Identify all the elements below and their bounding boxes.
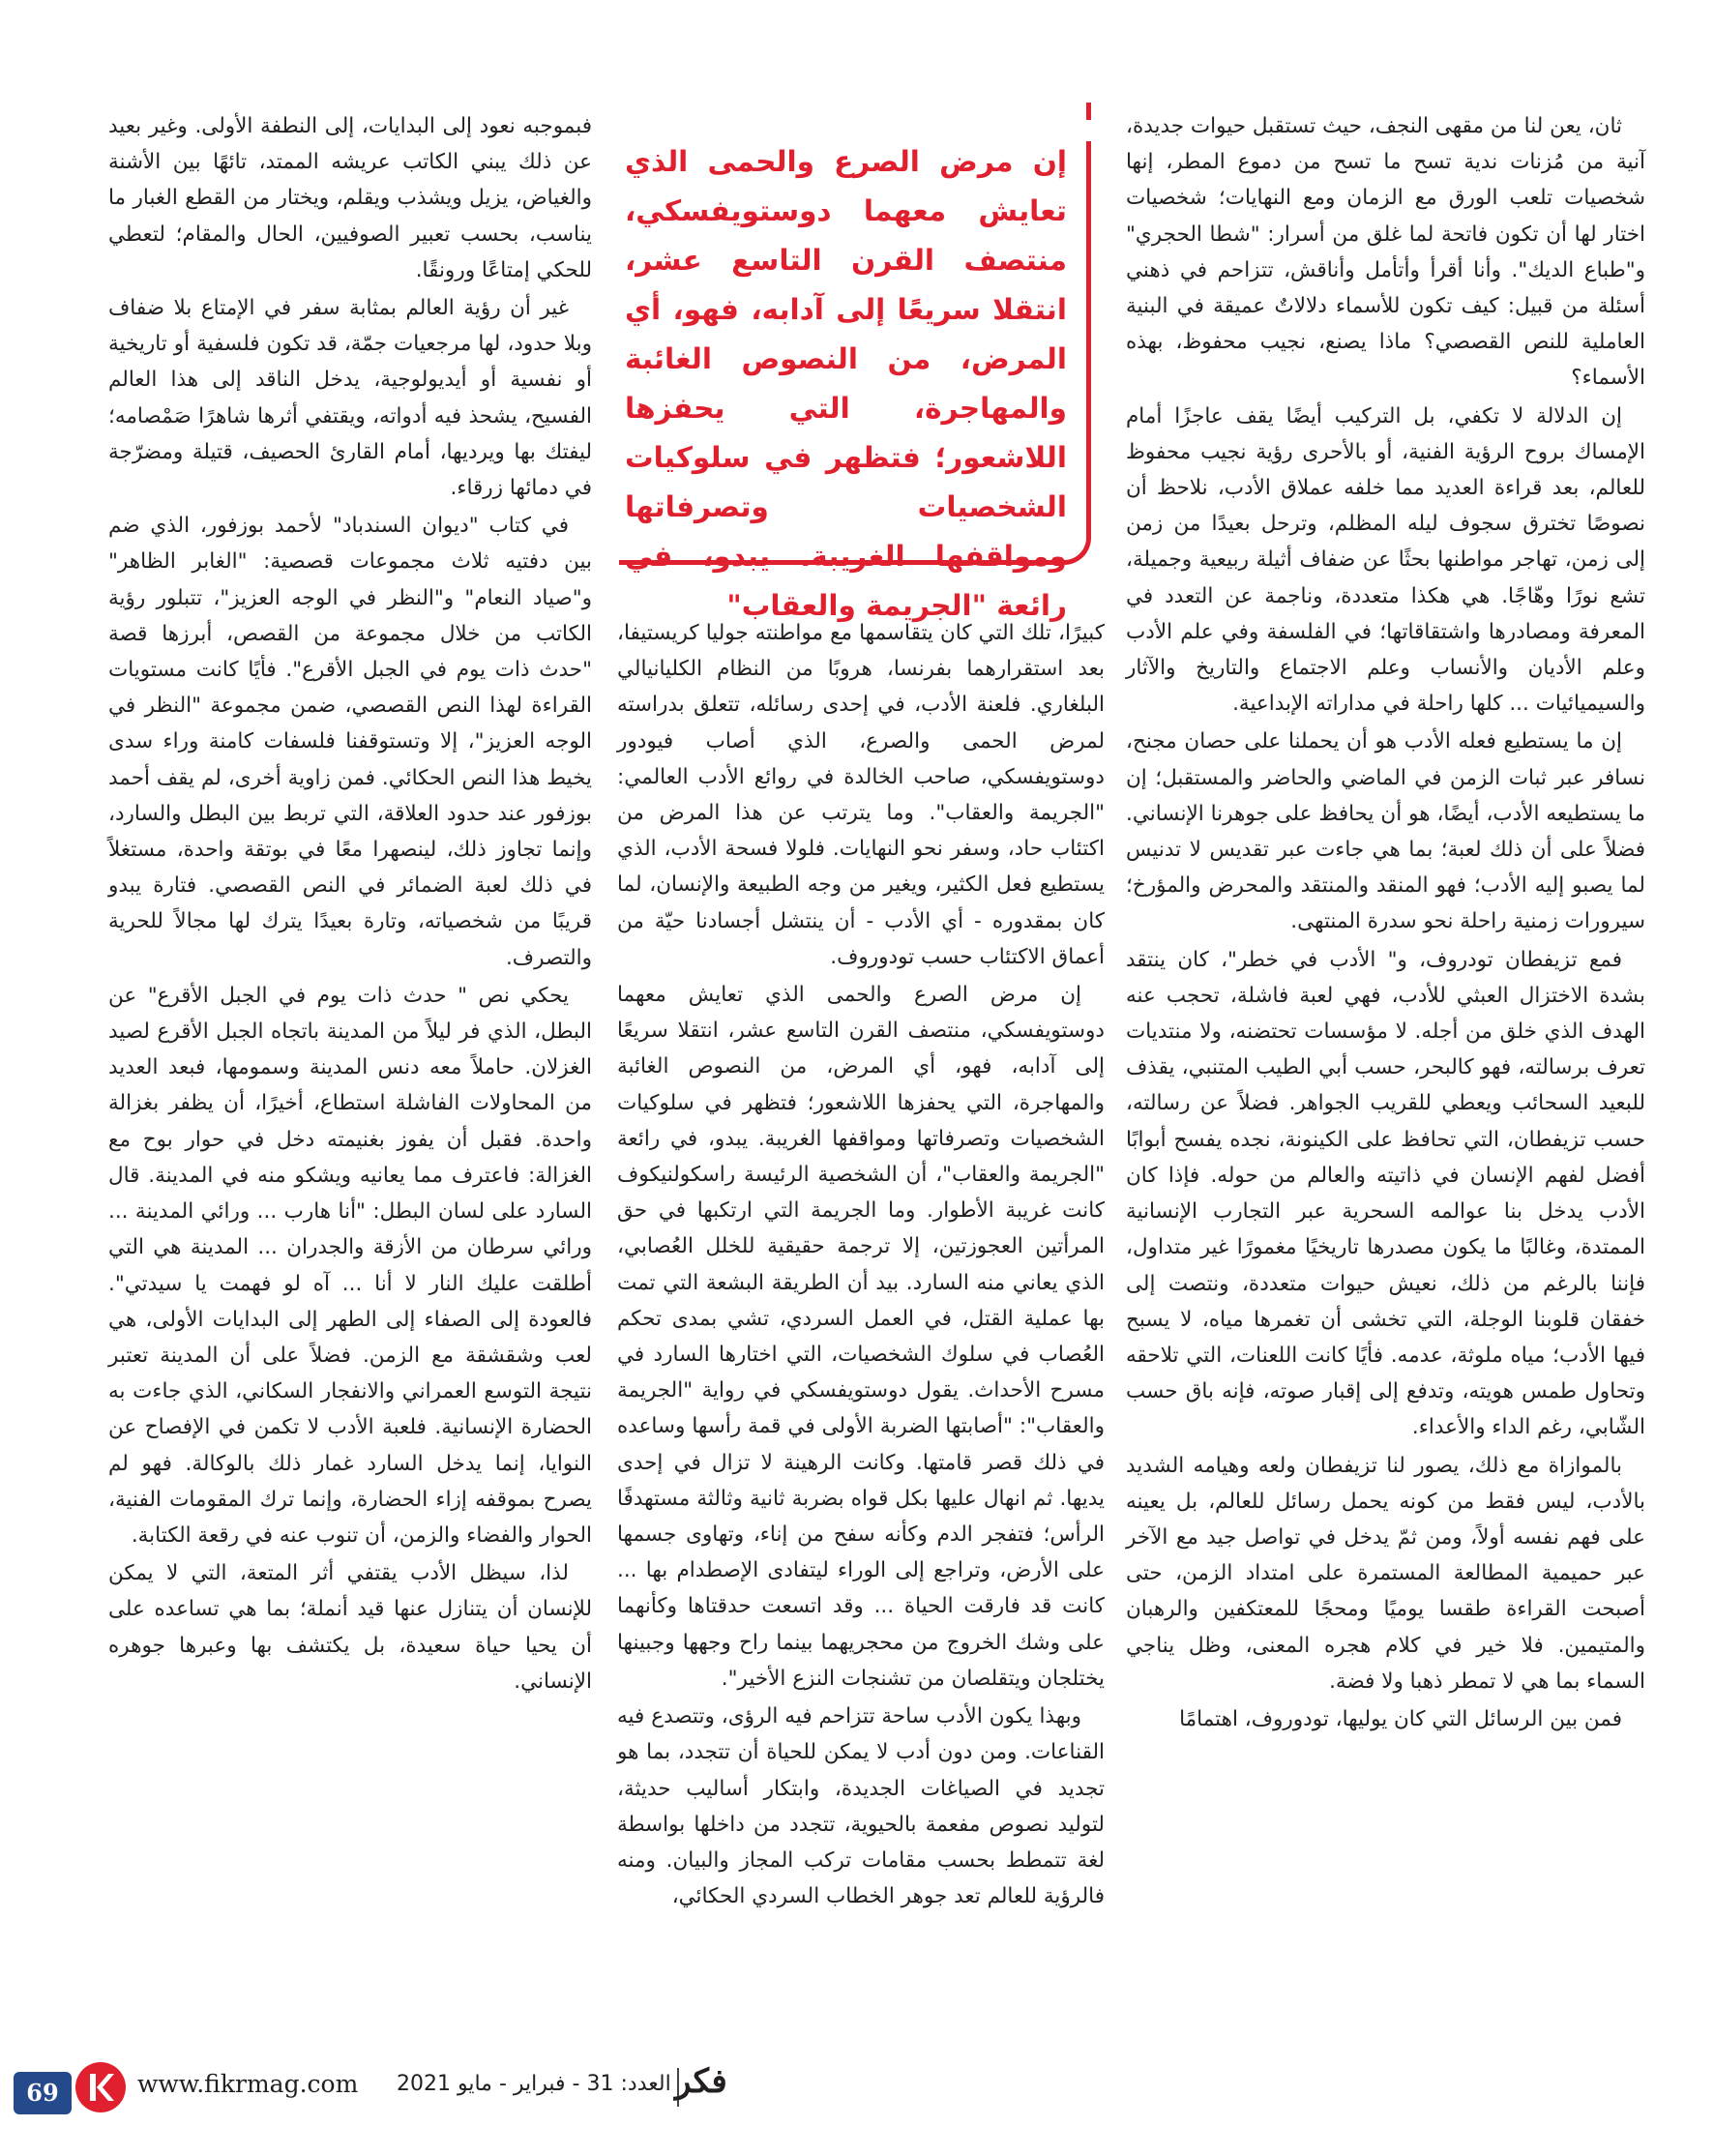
page-number: 69 bbox=[26, 2079, 59, 2107]
article-column-left bbox=[108, 108, 592, 1699]
paragraph: ثان، يعن لنا من مقهى النجف، حيث تستقبل حيوات جديدة، آنية من مُزنات ندية تسح ما تسح من دموع المطر، إنها شخصيات تلعب الورق مع الزمان ومع النهايات؛ شخصيات اختار لها أن تكون فاتحة لما غلق من أسرار: "شطا الحجري" و"طباع الديك". وأنا أقرأ وأتأمل وأناقش، تتزاحم في ذهني أسئلة من قبيل: كيف تكون للأسماء دلالاتٌ عميقة في البنية العاملية للنص القصصي؟ ماذا يصنع، نجيب محفوظ، بهذه الأسماء؟ bbox=[1126, 114, 1645, 391]
pull-quote-text: إن مرض الصرع والحمى الذي تعايش معهما دوستويفسكي، منتصف القرن التاسع عشر، انتقلا سريعًا إلى آدابه، فهو، أي المرض، من النصوص الغائبة والمهاجرة، التي يحفزها اللاشعور؛ فتظهر في سلوكيات الشخصيات وتصرفاتها ومواقفها الغريبة. يبدو، في رائعة "الجريمة والعقاب" bbox=[625, 145, 1067, 622]
paragraph: كبيرًا، تلك التي كان يتقاسمها مع مواطنته جوليا كريستيفا، بعد استقرارهما بفرنسا، هروبًا من النظام الكليانيالي البلغاري. فلعنة الأدب، في إحدى رسائله، تتعلق بدراسته لمرض الحمى والصرع، الذي أصاب فيودور دوستويفسكي، صاحب الخالدة في روائع الأدب العالمي: "الجريمة والعقاب". وما يترتب عن هذا المرض من اكتئاب حاد، وسفر نحو النهايات. فلولا فسحة الأدب، الذي يستطيع فعل الكثير، ويغير من وجه الطبيعة والإنسان، لما كان بمقدوره - أي الأدب - أن ينتشل أجسادنا حيّة من أعماق الاكتئاب حسب تودوروف. bbox=[617, 621, 1105, 969]
website-link[interactable]: www.fikrmag.com bbox=[137, 2070, 359, 2098]
paragraph: في كتاب "ديوان السندباد" لأحمد بوزفور، الذي ضم بين دفتيه ثلاث مجموعات قصصية: "الغابر الظاهر" و"صياد النعام" و"النظر في الوجه العزيز"، تتبلور رؤية الكاتب من خلال مجموعة من القصص، أبرزها قصة "حدث ذات يوم في الجبل الأقرع". فأيًا كانت مستويات القراءة لهذا النص القصصي، ضمن مجموعة "النظر في الوجه العزيز"، إلا وتستوقفنا فلسفات كامنة وراء سدى يخيط هذا النص الحكائي. فمن زاوية أخرى، لم يقف أحمد بوزفور عند حدود العلاقة، التي تربط بين البطل والسارد، وإنما تجاوز ذلك، لينصهرا معًا في بوتقة واحدة، مستغلاً في ذلك لعبة الضمائر في النص القصصي. فتارة يبدو قريبًا من شخصياته، وتارة بعيدًا يترك لها مجالاً للحرية والتصرف. bbox=[108, 514, 592, 970]
pull-quote-border-gap bbox=[1086, 120, 1091, 141]
paragraph: لذا، سيظل الأدب يقتفي أثر المتعة، التي لا يمكن للإنسان أن يتنازل عنها قيد أنملة؛ بما هي تساعده على أن يحيا حياة سعيدة، بل يكتشف بها وعبرها جوهره الإنساني. bbox=[108, 1561, 592, 1694]
paragraph: إن مرض الصرع والحمى الذي تعايش معهما دوستويفسكي، منتصف القرن التاسع عشر، انتقلا سريعًا إلى آدابه، فهو، أي المرض، من النصوص الغائبة والمهاجرة، التي يحفزها اللاشعور؛ فتظهر في سلوكيات الشخصيات وتصرفاتها ومواقفها الغريبة. يبدو، في رائعة "الجريمة والعقاب"، أن الشخصية الرئيسة راسكولنيكوف كانت غريبة الأطوار. وما الجريمة التي ارتكبها في حق المرأتين العجوزتين، إلا ترجمة حقيقية للخلل العُصابي، الذي يعاني منه السارد. بيد أن الطريقة البشعة التي تمت بها عملية القتل، في العمل السردي، تشي بمدى تحكم العُصاب في سلوك الشخصيات، التي اختارها السارد في مسرح الأحداث. يقول دوستويفسكي في رواية "الجريمة والعقاب": "أصابتها الضربة الأولى في قمة رأسها وساعده في ذلك قصر قامتها. وكانت الرهينة لا تزال في إحدى يديها. ثم انهال عليها بكل قواه بضربة ثانية وثالثة مستهدفًا الرأس؛ فتفجر الدم وكأنه سفح من إناء، وتهاوى جسمها على الأرض، وتراجع إلى الوراء ليتفادى الإصطدام بها ... كانت قد فارقت الحياة ... وقد اتسعت حدقتاها وكأنهما على وشك الخروج من محجريهما بينما راح وجهها وجبينها يختلجان ويتقلصان من تشنجات النزع الأخير". bbox=[617, 983, 1105, 1691]
fikr-k-logo-icon bbox=[75, 2062, 126, 2112]
paragraph: يحكي نص " حدث ذات يوم في الجبل الأقرع" عن البطل، الذي فر ليلاً من المدينة باتجاه الجبل الأقرع لصيد الغزلان. حاملاً معه دنس المدينة وسمومها، فبعد العديد من المحاولات الفاشلة استطاع، أخيرًا، أن يظفر بغزالة واحدة. فقبل أن يفوز بغنيمته دخل في حوار بوح مع الغزالة: فاعترف مما يعانيه ويشكو منه في المدينة. قال السارد على لسان البطل: "أنا هارب ... ورائي المدينة ... ورائي سرطان من الأزقة والجدران ... المدينة هي التي أطلقت عليك النار لا أنا ... آه لو فهمت يا سيدتي". فالعودة إلى الصفاء إلى الطهر إلى البدايات الأولى، هي لعب وشقشقة مع الزمن. فضلاً على أن المدينة تعتبر نتيجة التوسع العمراني والانفجار السكاني، الذي جاءت به الحضارة الإنسانية. فلعبة الأدب لا تكمن في الإفصاح عن النوايا، إنما يدخل السارد غمار ذلك بالوكالة. فهو لم يصرح بموقفه إزاء الحضارة، وإنما ترك المقومات الفنية، الحوار والفضاء والزمن، أن تنوب عنه في رقعة الكتابة. bbox=[108, 983, 592, 1548]
paragraph: إن ما يستطيع فعله الأدب هو أن يحملنا على حصان مجنح، نسافر عبر ثبات الزمن في الماضي والحاضر والمستقبل؛ إن ما يستطيعه الأدب، أيضًا، هو أن يحافظ على جوهرنا الإنساني. فضلاً على أن ذلك لعبة؛ بما هي جاءت عبر تقديس لا تدنيس لما يصبو إليه الأدب؛ فهو المنقد والمنتقد والمحرض والمؤرخ؛ سيرورات زمنية راحلة نحو سدرة المنتهى. bbox=[1126, 729, 1645, 934]
pull-quote-box bbox=[619, 103, 1091, 622]
paragraph: إن الدلالة لا تكفي، بل التركيب أيضًا يقف عاجزًا أمام الإمساك بروح الرؤية الفنية، أو بالأحرى رؤية نجيب محفوظ للعالم، بعد قراءة العديد مما خلفه عملاق الأدب، نلاحظ أن نصوصًا تخترق سجوف ليله المظلم، وترحل بعيدًا من زمن إلى زمن، تهاجر مواطنها بحثًا عن ضفاف أثيلة ربيعية وجميلة، تشع نورًا وهّاجًا. هي هكذا متعددة، وناجمة عن التعدد في المعرفة ومصادرها واشتقاقاتها؛ في الفلسفة وفي علم الأدب وعلم الأديان والأنساب وعلم الاجتماع والتاريخ والآثار والسيميائيات ... كلها راحلة في مداراته الإبداعية. bbox=[1126, 403, 1645, 717]
issue-info: العدد: 31 - فبراير - مايو 2021 bbox=[397, 2072, 671, 2096]
paragraph: فمع تزيفطان تودروف، و" الأدب في خطر"، كان ينتقد بشدة الاختزال العبثي للأدب، فهي لعبة فاشلة، تحجب عنه الهدف الذي خلق من أجله. لا مؤسسات تحتضنه، ولا منتديات تعرف برسالته، فهو كالبحر، حسب أبي الطيب المتنبي، يقذف للبعيد السحائب ويعطي للقريب الجواهر. فضلاً عن رسالته، حسب تزيفطان، التي تحافظ على الكينونة، نجده يفسح أبوابًا أفضل لفهم الإنسان في ذاتيته والعالم من حوله. فإذا كان الأدب يدخل بنا عوالمه السحرية عبر التجارب الإنسانية الممتدة، وغالبًا ما يكون مصدرها تاريخيًا مغمورًا غير متداول، فإننا بالرغم من ذلك، نعيش حيوات متعددة، ونتصت إلى خفقان قلوبنا الوجلة، التي تخشى أن تغمرها مياه، لا يسبح فيها الأدب؛ مياه ملوثة، عدمه. فأيًا كانت اللعنات، التي تلاحقه وتحاول طمس هويته، وتدفع إلى إقبار صوته، فإنه باق حسب الشّابي، رغم الداء والأعداء. bbox=[1126, 947, 1645, 1440]
paragraph: فبموجبه نعود إلى البدايات، إلى النطفة الأولى. وغير بعيد عن ذلك يبني الكاتب عريشه الممتد، تائهًا بين الأشنة والغياض، يزيل ويشذب ويقلم، ويختار من القطع الغبار ما يناسب، بحسب تعبير الصوفيين، الحال والمقام؛ لتعطي للحكي إمتاعًا ورونقًا. bbox=[108, 114, 592, 282]
paragraph: غير أن رؤية العالم بمثابة سفر في الإمتاع بلا ضفاف وبلا حدود، لها مرجعيات جمّة، قد تكون فلسفية أو تاريخية أو نفسية أو أيديولوجية، يدخل الناقد إلى هذا العالم الفسيح، يشحذ فيه أدواته، ويقتفي أثرها شاهرًا صَمْصامه؛ ليفتك بها ويرديها، أمام القارئ الحصيف، قتيلة ومضرّجة في دمائها زرقاء. bbox=[108, 296, 592, 501]
paragraph: وبهذا يكون الأدب ساحة تتزاحم فيه الرؤى، وتتصدع فيه القناعات. ومن دون أدب لا يمكن للحياة أن تتجدد، بما هو تجديد في الصياغات الجديدة، وابتكار أساليب حديثة، لتوليد نصوص مفعمة بالحيوية، تتجدد من داخلها بواسطة لغة تتمطط بحسب مقامات تركب المجاز والبيان. ومنه فالرؤية للعالم تعد جوهر الخطاب السردي الحكائي، bbox=[617, 1704, 1105, 1909]
article-column-middle bbox=[617, 615, 1105, 1914]
page-footer bbox=[0, 2060, 1714, 2156]
paragraph: فمن بين الرسائل التي كان يوليها، تودوروف، اهتمامًا bbox=[1179, 1706, 1622, 1731]
article-column-right bbox=[1126, 108, 1645, 1737]
paragraph: بالموازاة مع ذلك، يصور لنا تزيفطان ولعه وهيامه الشديد بالأدب، ليس فقط من كونه يحمل رسائل للعالم، بل يعينه على فهم نفسه أولاً، ومن ثمّ يدخل في تواصل جيد مع الآخر عبر حميمية المطالعة المستمرة على امتداد الزمن، حتى أصبحت القراءة طقسا يوميًا ومحجًا للمعتكفين والرهبان والمتيمين. فلا خير في كلام هجره المعنى، وظل يناجي السماء بما هي لا تمطر ذهبا ولا فضة. bbox=[1126, 1453, 1645, 1694]
magazine-logo: فكر bbox=[675, 2062, 727, 2101]
page-number-badge bbox=[14, 2072, 72, 2114]
